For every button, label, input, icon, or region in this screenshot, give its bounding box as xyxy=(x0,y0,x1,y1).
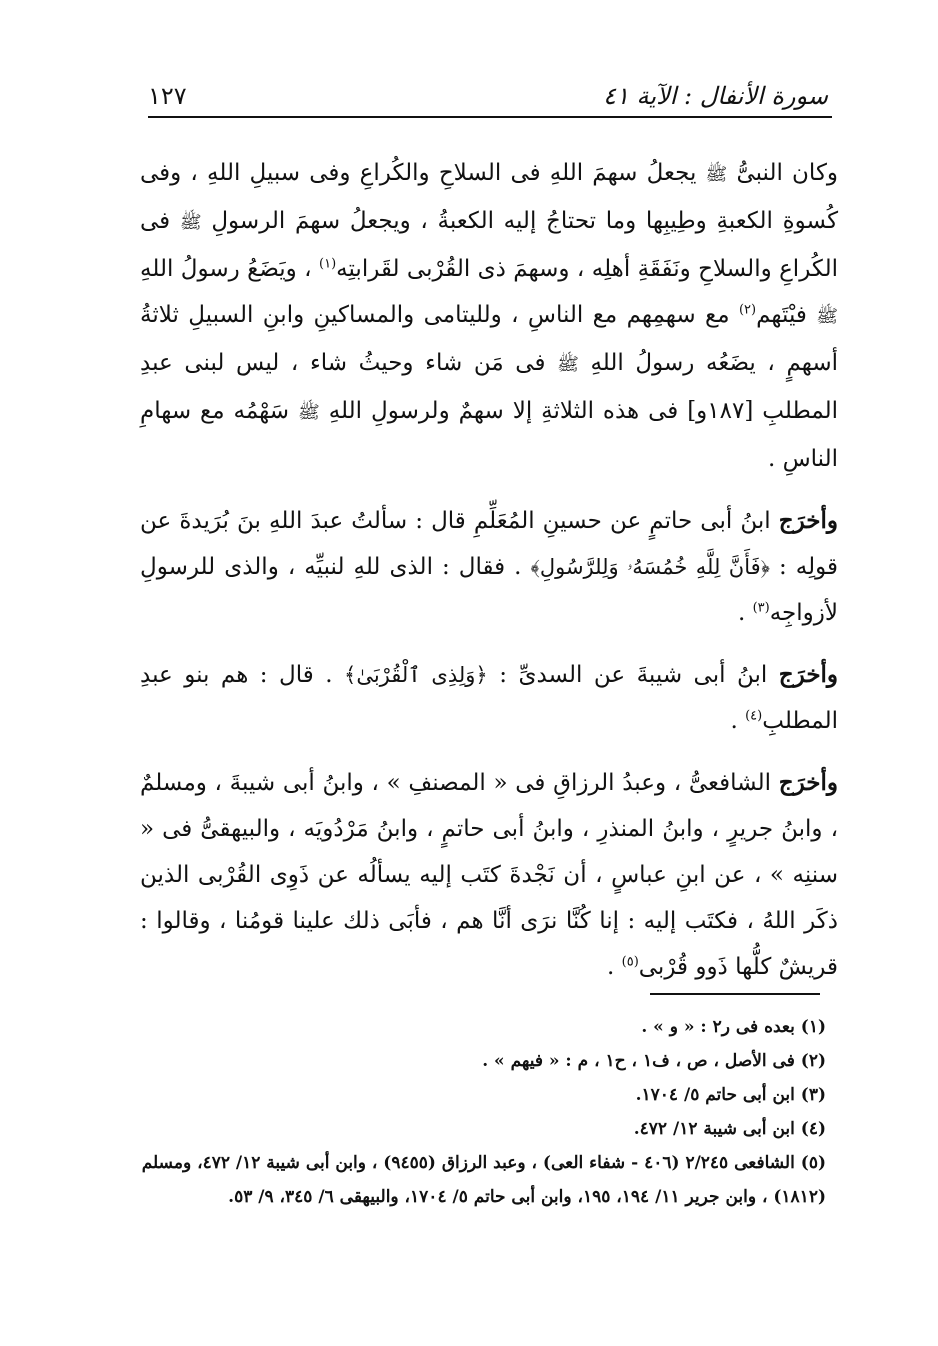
paragraph-2 xyxy=(140,498,838,636)
salutation-glyph: ﷺ xyxy=(179,212,202,233)
footnote-5: (٥) الشافعى ٢/٢٤٥ (٤٠٦ - شفاء العى) ، وعبد الرزاق (٩٤٥٥) ، وابن أبى شيبة ١٢/ ٤٧٢، ومسلم (١٨١٢) ، وابن جرير ١١/ ١٩٤، ١٩٥، وابن أبى حاتم ٥/ ١٧٠٤، والبيهقى ٦/ ٣٤٥، ٩/ ٥٣. xyxy=(141,1153,826,1207)
main-text xyxy=(140,150,838,1006)
text-run: . xyxy=(730,708,738,734)
header-rule xyxy=(148,116,832,118)
lead-word: وأخرَج xyxy=(778,769,838,796)
text-run: . فقال : الذى للهِ لنبيِّه ، والذى للرسولِ لأزواجِه xyxy=(140,554,838,626)
footnotes xyxy=(138,1010,826,1214)
salutation-glyph: ﷺ xyxy=(298,402,320,423)
footnote-2: (٢) فى الأصل ، ص ، ف١ ، ح١ ، م : « فيهم » . xyxy=(482,1051,826,1071)
text-run: فى الكُراعِ والسلاحِ ونَفَقَةِ أهلِه ، وسهمَ ذى القُرْبى لقَرابتِه xyxy=(140,208,838,282)
text-run: . قال : هم بنو عبدِ المطلبِ xyxy=(140,662,838,734)
page-number: ١٢٧ xyxy=(148,82,187,110)
footnote-ref-2[interactable]: (٢) xyxy=(738,302,757,318)
footnote-1: (١) بعده فى ر٢ : « و » . xyxy=(641,1017,826,1037)
footnote-separator xyxy=(650,993,820,995)
footnote-ref-4[interactable]: (٤) xyxy=(745,708,763,724)
text-run: ، ويَضَعُ رسولُ اللهِ xyxy=(140,256,312,282)
paragraph-3 xyxy=(140,652,838,744)
quran-quote: ﴿وَلِذِى ٱلْقُرْبَىٰ﴾ xyxy=(344,663,488,687)
text-run: فى مَن شاء وحيثُ شاء ، ليس لبنى عبدِ المطلبِ [١٨٧و] فى هذه الثلاثةِ إلا سهمٌ ولرسولِ اللهِ xyxy=(140,350,839,424)
quran-quote: ﴿فَأَنَّ لِلَّهِ خُمُسَهُۥ وَلِلرَّسُولِ﴾ xyxy=(530,555,770,579)
text-run: . xyxy=(737,600,746,626)
text-run: ابنُ أبى حاتمٍ عن حسينِ المُعَلِّمِ قال : سألتُ عبدَ اللهِ بنَ بُرَيدةَ عن قولِه : xyxy=(140,508,839,580)
text-run: فيْتَهم xyxy=(756,302,807,328)
text-run: سَهْمُه مع سهامِ الناسِ . xyxy=(140,398,838,472)
footnote-ref-1[interactable]: (١) xyxy=(319,256,337,272)
text-run: . xyxy=(607,954,615,980)
footnote-4: (٤) ابن أبى شيبة ١٢/ ٤٧٢. xyxy=(633,1119,826,1139)
lead-word: وأخرَج xyxy=(778,507,838,534)
text-run: وكان النبىُّ xyxy=(736,160,838,186)
text-run: الشافعىُّ ، وعبدُ الرزاقِ فى « المصنفِ » ، وابنُ أبى شيبةَ ، ومسلمٌ ، وابنُ جريرٍ ، وابنُ المنذرِ ، وابنُ أبى حاتمٍ ، وابنُ مَرْدُويَه ، والبيهقىُّ فى « سننِه » ، عن ابنِ عباسٍ ، أن نَجْدةَ كتَب إليه يسألُه عن ذَوِى القُرْبى الذين ذكَر اللهُ ، فكتَب إليه : إنا كُنَّا نرَى أنَّا هم ، فأبَى ذلك علينا قومُنا ، وقالوا : قريشٌ كلُّها ذَوو قُرْبى xyxy=(140,770,838,980)
salutation-glyph: ﷺ xyxy=(557,354,579,375)
text-run: يجعلُ سهمَ اللهِ فى السلاحِ والكُراعِ وفى سبيلِ اللهِ ، وفى كُسوةِ الكعبةِ وطِيبِها وما تحتاجُ إليه الكعبةُ ، ويجعلُ سهمَ الرسولِ xyxy=(140,160,839,234)
salutation-glyph: ﷺ xyxy=(816,306,838,327)
text-run: ابنُ أبى شيبةَ عن السدىِّ : xyxy=(499,662,768,688)
page-header xyxy=(148,62,828,110)
lead-word: وأخرَج xyxy=(778,661,839,688)
paragraph-4 xyxy=(140,760,838,990)
surah-heading: سورة الأنفال : الآية ٤١ xyxy=(603,82,828,110)
footnote-ref-5[interactable]: (٥) xyxy=(621,954,639,970)
footnote-3: (٣) ابن أبى حاتم ٥/ ١٧٠٤. xyxy=(635,1085,826,1105)
footnote-ref-3[interactable]: (٣) xyxy=(752,600,770,616)
salutation-glyph: ﷺ xyxy=(705,164,728,185)
text-run: مع سهمِهم مع الناسِ ، ولليتامى والمساكينِ وابنِ السبيلِ ثلاثةُ أسهمٍ ، يضَعُه رسولُ اللهِ xyxy=(140,302,839,376)
paragraph-1 xyxy=(140,150,838,482)
